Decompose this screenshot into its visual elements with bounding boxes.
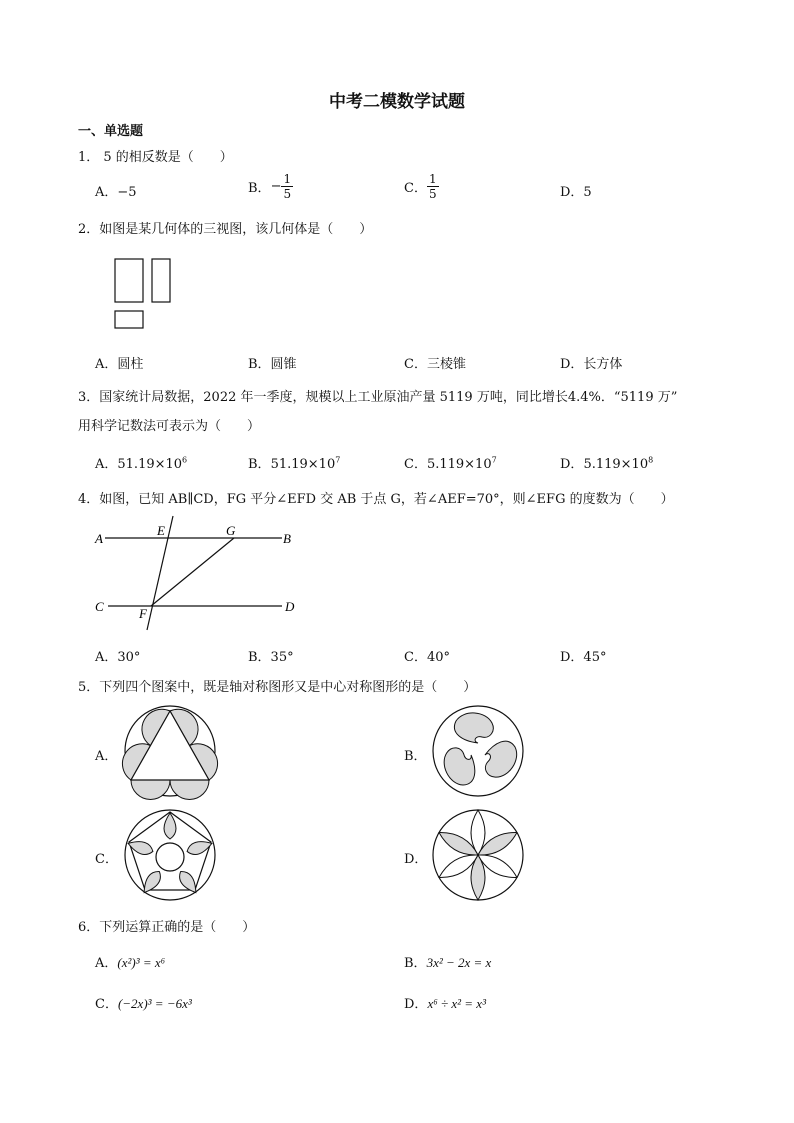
q5-option-b-label: B． <box>404 749 427 764</box>
q3-d-base: 5.119×10 <box>583 457 649 472</box>
q3-c-base: 5.119×10 <box>426 457 492 472</box>
question-2-stem: 2．如图是某几何体的三视图，该几何体是（ ） <box>78 222 373 237</box>
q1-c-numerator: 1 <box>428 172 437 186</box>
section-heading: 一、单选题 <box>78 124 144 139</box>
label-b: B <box>283 531 291 546</box>
q3-b-label: B． <box>248 457 271 472</box>
q5-option-d-label: D． <box>404 852 428 867</box>
q3-c-exponent: 7 <box>491 455 497 465</box>
q3-b-base: 51.19×10 <box>270 457 336 472</box>
q2-option-c: C．三棱锥 <box>404 357 466 372</box>
question-1-stem: 1． 5 的相反数是（ ） <box>78 150 233 165</box>
label-g: G <box>226 523 236 538</box>
q4-option-b: B．35° <box>248 650 294 665</box>
pattern-a-lune <box>170 780 209 800</box>
q2-option-a: A．圆柱 <box>95 357 144 372</box>
pattern-c-figure <box>124 809 216 901</box>
q6-c-expression: (−2x)³ = −6x³ <box>117 996 192 1011</box>
q3-b-exponent: 7 <box>335 455 341 465</box>
q2-option-d: D．长方体 <box>560 357 623 372</box>
q6-b-expression: 3x² − 2x = x <box>426 955 492 970</box>
question-3-stem-line1: 3．国家统计局数据，2022 年一季度，规模以上工业原油产量 5119 万吨，同比增长4.4%．“5119 万” <box>78 390 678 405</box>
label-e: E <box>157 523 165 538</box>
q1-b-numerator: 1 <box>283 172 292 186</box>
q1-option-a-label: A． <box>95 185 118 200</box>
question-4-stem: 4．如图，已知 AB∥CD，FG 平分∠EFD 交 AB 于点 G，若∠AEF=70°，则∠EFG 的度数为（ ） <box>78 492 674 507</box>
q6-c-label: C． <box>95 997 118 1012</box>
pattern-a-figure <box>124 705 216 797</box>
q3-c-label: C． <box>404 457 427 472</box>
q1-option-d: D．5 <box>560 185 592 200</box>
q3-a-label: A． <box>95 457 118 472</box>
pattern-c-center-circle <box>156 843 184 871</box>
pattern-b-figure <box>432 705 524 797</box>
page-title: 中考二模数学试题 <box>329 92 465 112</box>
q4-option-c: C．40° <box>404 650 450 665</box>
q4-option-d: D．45° <box>560 650 607 665</box>
q6-d-expression: x⁶ ÷ x² = x³ <box>427 996 486 1011</box>
q6-a-expression: (x²)³ = x⁶ <box>117 955 166 970</box>
q3-d-label: D． <box>560 457 584 472</box>
q1-c-denominator: 5 <box>428 187 437 201</box>
q6-option-d <box>404 993 486 1012</box>
label-c: C <box>95 599 104 614</box>
q1-b-denominator: 5 <box>283 187 292 201</box>
question-6-stem: 6．下列运算正确的是（ ） <box>78 920 256 935</box>
q3-a-exponent: 6 <box>182 455 188 465</box>
q6-d-label: D． <box>404 997 428 1012</box>
q3-d-exponent: 8 <box>648 455 654 465</box>
q6-option-c <box>95 993 192 1012</box>
q6-b-label: B． <box>404 956 427 971</box>
q2-option-b: B．圆锥 <box>248 357 297 372</box>
label-a: A <box>95 531 103 546</box>
label-f: F <box>139 606 147 621</box>
q3-a-base: 51.19×10 <box>117 457 183 472</box>
q6-option-b <box>404 952 491 971</box>
pattern-d-figure <box>432 809 524 901</box>
q5-option-a-label: A． <box>95 749 118 764</box>
q6-a-label: A． <box>95 956 118 971</box>
q1-option-b-sign: − <box>270 179 282 194</box>
label-d: D <box>285 599 295 614</box>
q5-option-c-label: C． <box>95 852 118 867</box>
pattern-a-lune <box>131 780 170 800</box>
bisector-fg <box>151 538 234 606</box>
q1-option-a-value: −5 <box>117 185 137 200</box>
question-5-stem: 5．下列四个图案中，既是轴对称图形又是中心对称图形的是（ ） <box>78 680 477 695</box>
q1-option-b-label: B． <box>248 181 271 196</box>
q4-option-a: A．30° <box>95 650 141 665</box>
q6-option-a <box>95 952 165 971</box>
question-3-stem-line2: 用科学记数法可表示为（ ） <box>78 419 261 434</box>
q1-option-c-label: C． <box>404 181 427 196</box>
